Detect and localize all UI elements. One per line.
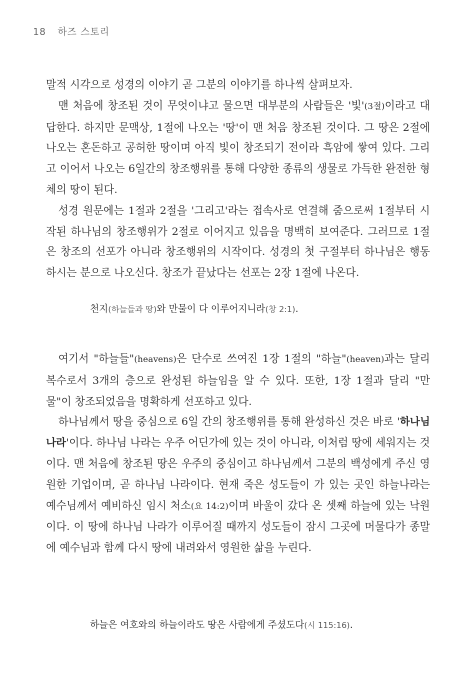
scripture-reference: (요 14:2) bbox=[190, 501, 229, 512]
paragraph: 말적 시각으로 성경의 이야기 곧 그분의 이야기를 하나씩 살펴보자. bbox=[46, 79, 353, 91]
body-text-lower bbox=[46, 349, 430, 559]
paragraph: 성경 원문에는 1절과 2절을 '그리고'라는 접속사로 연결해 줌으로써 1절부터 시작된 하나님의 창조행위가 2절로 이어지고 있음을 명백히 보여준다. 그러므로 1절은 창조의 선포가 아니라 창조행위의 시작이다. 성경의 첫 구절부터 하나님은 행동하시는 분으로 나오신다. 창조가 끝났다는 선포는 2장 1절에 나온다. bbox=[46, 204, 430, 280]
paragraph bbox=[46, 349, 430, 412]
paragraph bbox=[46, 412, 430, 559]
scripture-reference: (3절) bbox=[364, 101, 385, 112]
text-run: 여기서 "하늘들" bbox=[58, 353, 135, 365]
scripture-quote bbox=[90, 617, 353, 631]
text-run: 이며 바울이 갔다 온 셋째 하늘에 있는 낙원이다. 이 땅에 하나님 나라가 이루어질 때까지 성도들이 잠시 그곳에 머물다가 종말에 예수님과 함께 다시 땅에 내려와서 영원한 삶을 누린다. bbox=[46, 499, 430, 555]
body-text-upper bbox=[46, 75, 430, 284]
scripture-reference: (창 2:1) bbox=[265, 304, 296, 314]
quote-text: 천지 bbox=[90, 304, 109, 315]
text-run: 은 단수로 쓰여진 1장 1절의 "하늘" bbox=[176, 353, 347, 365]
quote-gloss: (하늘들과 땅) bbox=[108, 304, 157, 314]
text-run: 맨 처음에 창조된 것이 무엇이냐고 물으면 대부분의 사람들은 '빛' bbox=[58, 99, 365, 112]
running-header bbox=[33, 24, 110, 38]
text-run: 과는 달리 복수로서 3개의 층으로 완성된 하늘임을 알 수 있다. 또한, 1장 1절과 달리 "만물"이 창조되었음을 명확하게 선포하고 있다. bbox=[46, 353, 430, 408]
scripture-reference: (시 115:16) bbox=[304, 620, 350, 630]
emphasis-term: 하나님 나라 bbox=[46, 416, 430, 450]
paragraph bbox=[46, 96, 430, 201]
quote-text: 와 만물이 다 이루어지니라 bbox=[156, 304, 266, 315]
quote-text: 하늘은 여호와의 하늘이라도 땅은 사람에게 주셨도다 bbox=[90, 620, 305, 631]
scripture-quote bbox=[90, 301, 298, 315]
english-term: (heaven) bbox=[346, 355, 385, 365]
book-title: 하즈 스토리 bbox=[57, 27, 110, 38]
english-term: (heavens) bbox=[134, 355, 177, 365]
text-run: 하나님께서 땅을 중심으로 6일 간의 창조행위를 통해 완성하신 것은 바로 ' bbox=[58, 416, 400, 429]
quote-text: . bbox=[295, 304, 299, 315]
quote-text: . bbox=[349, 620, 353, 631]
page-number: 18 bbox=[33, 27, 47, 38]
text-run: 이라고 대답한다. 하지만 문맥상, 1절에 나오는 '땅'이 맨 처음 창조된 것이다. 그 땅은 2절에 나오는 혼돈하고 공허한 땅이며 아직 빛이 창조되기 전이라 흑암에 쌓여 있다. 그리고 이어서 나오는 6일간의 창조행위를 통해 다양한 종류의 생물로 가득한 완전한 형체의 땅이 된다. bbox=[46, 99, 430, 196]
text-run: '이다. 하나님 나라는 우주 어딘가에 있는 것이 아니라, 이처럼 땅에 세워지는 것이다. 맨 처음에 창조된 땅은 우주의 중심이고 하나님께서 그분의 백성에게 주신 영원한 기업이며, 곧 하나님 나라이다. 현재 죽은 성도들이 가 있는 곳인 하늘나라는 예수님께서 예비하신 임시 처소 bbox=[46, 437, 431, 512]
